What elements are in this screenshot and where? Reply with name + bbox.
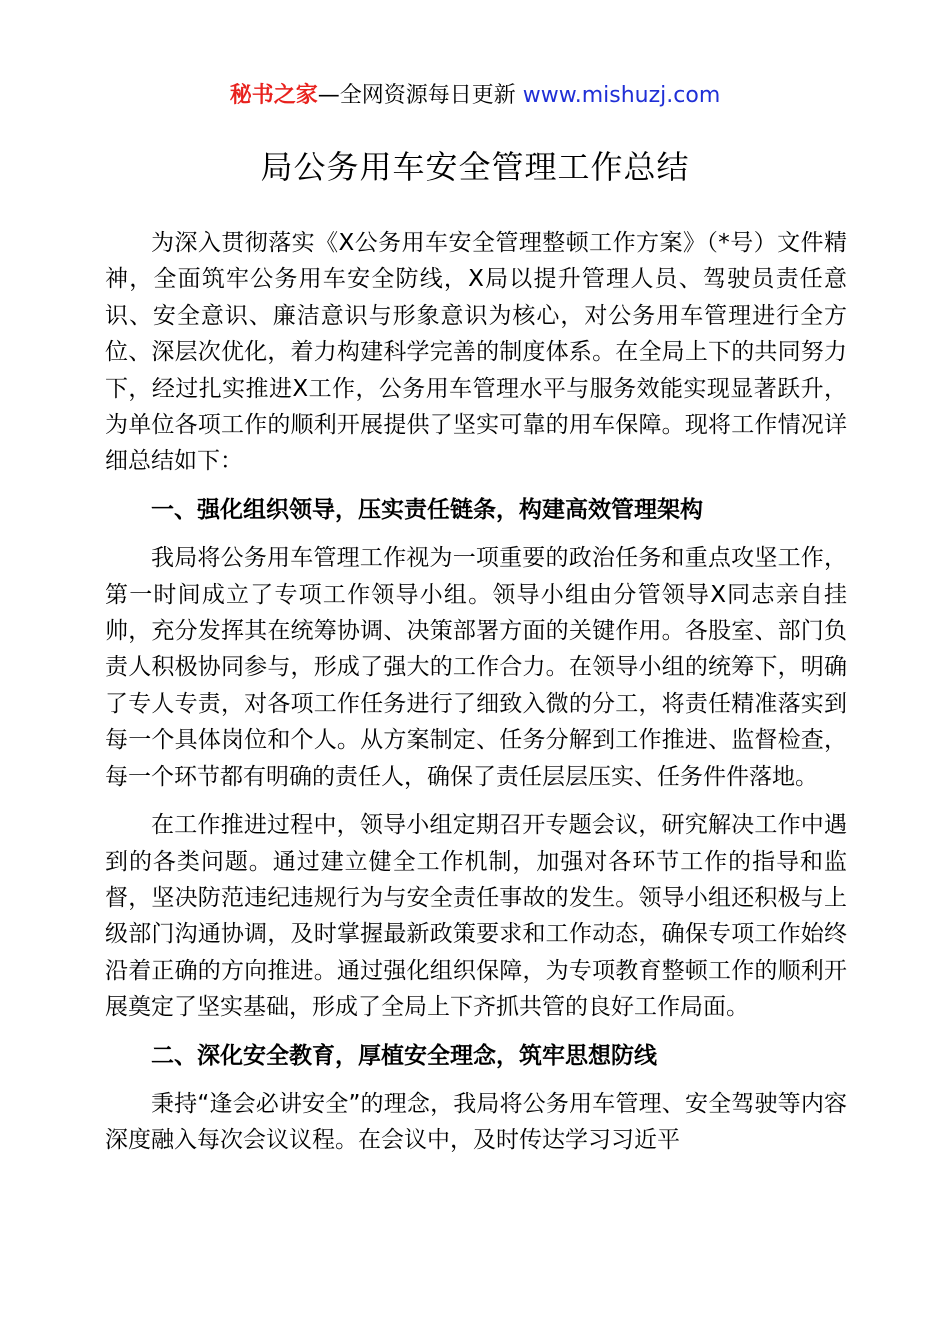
document-body	[105, 225, 847, 1171]
site-brand: 秘书之家	[229, 83, 318, 108]
paragraph-2-1: 秉持“逢会必讲安全”的理念，我局将公务用车管理、安全驾驶等内容深度融入每次会议议程。在会议中，及时传达学习习近平	[105, 1090, 847, 1154]
section-heading-1: 一、强化组织领导，压实责任链条，构建高效管理架构	[151, 496, 703, 523]
document-title: 局公务用车安全管理工作总结	[260, 148, 690, 186]
paragraph-1-1: 我局将公务用车管理工作视为一项重要的政治任务和重点攻坚工作，第一时间成立了专项工作领导小组。领导小组由分管领导X同志亲自挂帅，充分发挥其在统筹协调、决策部署方面的关键作用。各股室、部门负责人积极协同参与，形成了强大的工作合力。在领导小组的统筹下，明确了专人专责，对各项工作任务进行了细致入微的分工，将责任精准落实到每一个具体岗位和个人。从方案制定、任务分解到工作推进、监督检查，每一个环节都有明确的责任人，确保了责任层层压实、任务件件落地。	[105, 545, 847, 790]
paragraph-1-2: 在工作推进过程中，领导小组定期召开专题会议，研究解决工作中遇到的各类问题。通过建立健全工作机制，加强对各环节工作的指导和监督，坚决防范违纪违规行为与安全责任事故的发生。领导小组还积极与上级部门沟通协调，及时掌握最新政策要求和工作动态，确保专项工作始终沿着正确的方向推进。通过强化组织保障，为专项教育整顿工作的顺利开展奠定了坚实基础，形成了全局上下齐抓共管的良好工作局面。	[105, 812, 847, 1021]
site-url-link[interactable]: www.mishuzj.com	[522, 83, 721, 108]
paragraph-intro: 为深入贯彻落实《X公务用车安全管理整顿工作方案》（*号）文件精神，全面筑牢公务用车安全防线，X局以提升管理人员、驾驶员责任意识、安全意识、廉洁意识与形象意识为核心，对公务用车管理进行全方位、深层次优化，着力构建科学完善的制度体系。在全局上下的共同努力下，经过扎实推进X工作，公务用车管理水平与服务效能实现显著跃升，为单位各项工作的顺利开展提供了坚实可靠的用车保障。现将工作情况详细总结如下：	[105, 230, 847, 475]
site-tagline: —全网资源每日更新	[317, 83, 523, 108]
site-header	[0, 80, 950, 112]
section-heading-2: 二、深化安全教育，厚植安全理念，筑牢思想防线	[151, 1042, 657, 1069]
